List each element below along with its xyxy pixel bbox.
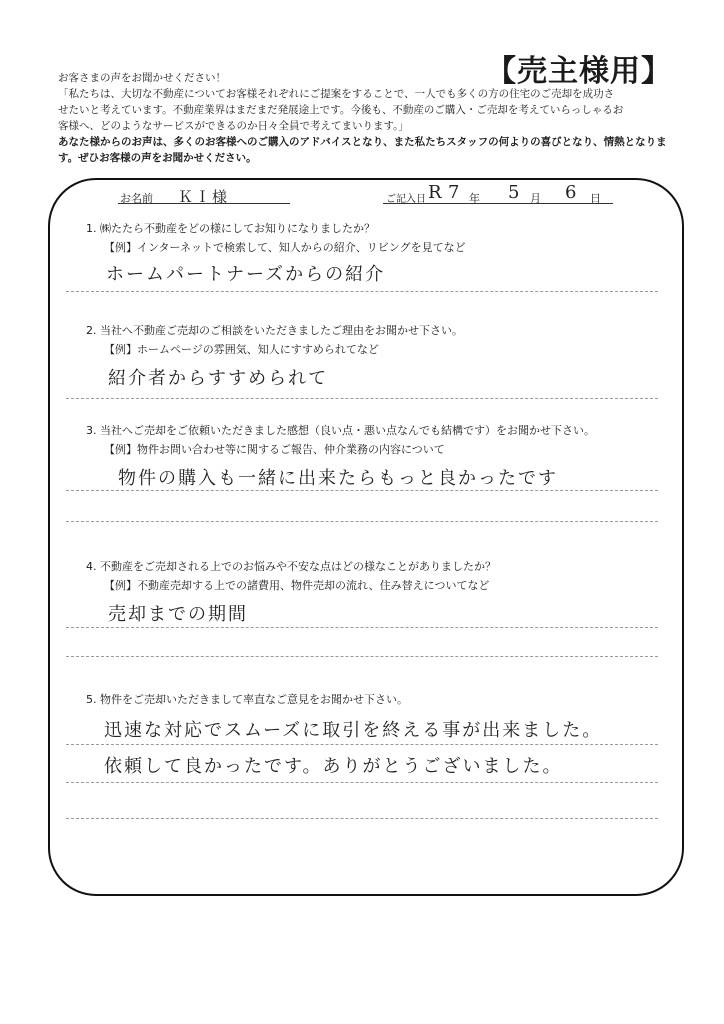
question-3: 3. 当社へご売却をご依頼いただきました感想（良い点・悪い点なんでも結構です）をお聞かせ下さい。	[86, 424, 595, 437]
question-1: 1. ㈱たたら不動産をどの様にしてお知りになりましたか？	[86, 222, 375, 235]
answer-rule	[66, 744, 658, 745]
answer-1[interactable]: ホームパートナーズからの紹介	[106, 264, 386, 285]
date-month[interactable]: 5	[508, 182, 520, 203]
answer-rule	[66, 818, 658, 819]
name-underline	[118, 203, 290, 204]
intro-text	[58, 70, 678, 166]
answer-rule	[66, 398, 658, 399]
answer-3[interactable]: 物件の購入も一緒に出来たらもっと良かったです	[118, 468, 558, 489]
name-label: お名前	[120, 192, 153, 205]
intro-line: す。ぜひお客様の声をお聞かせください。	[58, 152, 257, 164]
answer-2[interactable]: 紹介者からすすめられて	[108, 368, 329, 389]
intro-line: 「私たちは、大切な不動産についてお客様それぞれにご提案をすることで、一人でも多くの方の住宅のご売却を成功さ	[58, 88, 615, 100]
question-1-example: 【例】インターネットで検索して、知人からの紹介、リビングを見てなど	[104, 241, 466, 254]
date-day[interactable]: 6	[565, 182, 577, 203]
answer-rule	[66, 291, 658, 292]
intro-line: せたいと考えています。不動産業界はまだまだ発展途上です。今後も、不動産のご購入・ご売却を考えていらっしゃるお	[58, 104, 624, 116]
question-4-example: 【例】不動産売却する上での諸費用、物件売却の流れ、住み替えについてなど	[104, 579, 490, 592]
answer-rule	[66, 521, 658, 522]
intro-line: 客様へ、どのようなサービスができるのか日々全員で考えてまいります。」	[58, 120, 409, 132]
question-2-example: 【例】ホームページの雰囲気、知人にすすめられてなど	[104, 343, 379, 356]
intro-heading: お客さまの声をお聞かせください！	[58, 72, 226, 84]
answer-rule	[66, 490, 658, 491]
answer-rule	[66, 782, 658, 783]
intro-line: あなた様からのお声は、多くのお客様へのご購入のアドバイスとなり、また私たちスタッフの何よりの喜びとなり、情熱となりま	[58, 136, 667, 148]
seller-form-badge: 【売主様用】	[486, 54, 672, 89]
date-year[interactable]: 7	[448, 182, 460, 203]
date-era[interactable]: R	[428, 182, 442, 203]
question-4: 4. 不動産をご売却される上でのお悩みや不安な点はどの様なことがありましたか？	[86, 560, 496, 573]
date-year-unit: 年	[469, 192, 480, 205]
date-day-unit: 日	[590, 192, 601, 205]
question-5: 5. 物件をご売却いただきまして率直なご意見をお聞かせ下さい。	[86, 693, 408, 706]
answer-5-line-2[interactable]: 依頼して良かったです。ありがとうございました。	[104, 756, 563, 777]
answer-4[interactable]: 売却までの期間	[108, 604, 248, 625]
date-label: ご記入日	[386, 194, 426, 205]
date-underline	[383, 203, 613, 204]
question-2: 2. 当社へ不動産ご売却のご相談をいただきましたご理由をお聞かせ下さい。	[86, 324, 463, 337]
name-value[interactable]: ＫＩ様	[178, 188, 230, 206]
answer-rule	[66, 656, 658, 657]
answer-5-line-1[interactable]: 迅速な対応でスムーズに取引を終える事が出来ました。	[104, 720, 603, 741]
answer-rule	[66, 627, 658, 628]
question-3-example: 【例】物件お問い合わせ等に関するご報告、仲介業務の内容について	[104, 443, 445, 456]
date-month-unit: 月	[530, 192, 541, 205]
